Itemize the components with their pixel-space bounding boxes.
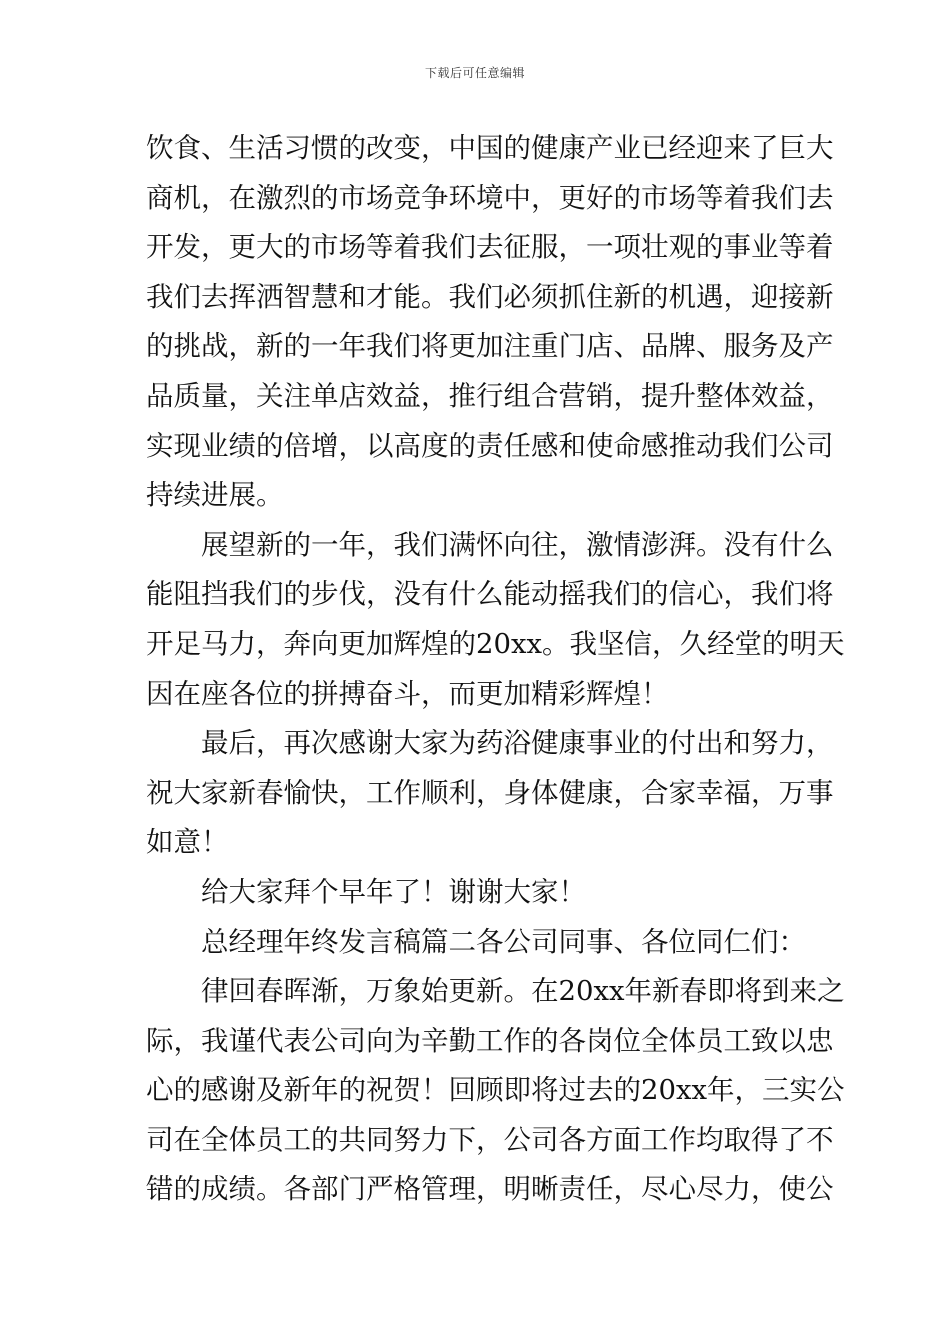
page-header: 下载后可任意编辑 <box>424 66 525 80</box>
text-line: 给大家拜个早年了！谢谢大家！ <box>201 875 586 908</box>
text-line: 开足马力，奔向更加辉煌的20xx。我坚信，久经堂的明天 <box>146 627 845 660</box>
text-line: 饮食、生活习惯的改变，中国的健康产业已经迎来了巨大 <box>146 132 834 164</box>
text-line: 司在全体员工的共同努力下，公司各方面工作均取得了不 <box>146 1123 834 1156</box>
text-line: 祝大家新春愉快，工作顺利，身体健康，合家幸福，万事 <box>146 776 834 809</box>
text-line: 如意！ <box>146 826 229 859</box>
text-line: 心的感谢及新年的祝贺！回顾即将过去的20xx年，三实公 <box>146 1074 845 1107</box>
text-line: 错的成绩。各部门严格管理，明晰责任，尽心尽力，使公 <box>146 1173 834 1206</box>
text-line: 际，我谨代表公司向为辛勤工作的各岗位全体员工致以忠 <box>146 1024 834 1057</box>
text-line: 持续进展。 <box>146 479 284 512</box>
text-line: 品质量，关注单店效益，推行组合营销，提升整体效益， <box>146 379 834 412</box>
text-line: 开发，更大的市场等着我们去征服，一项壮观的事业等着 <box>146 231 834 264</box>
text-line: 总经理年终发言稿篇二各公司同事、各位同仁们： <box>201 925 806 958</box>
text-line: 实现业绩的倍增，以高度的责任感和使命感推动我们公司 <box>146 429 834 462</box>
text-line: 因在座各位的拼搏奋斗，而更加精彩辉煌！ <box>146 677 669 710</box>
text-line: 最后，再次感谢大家为药浴健康事业的付出和努力， <box>201 727 834 760</box>
text-line: 律回春晖渐，万象始更新。在20xx年新春即将到来之 <box>201 975 845 1008</box>
document-body <box>146 124 845 1215</box>
text-line: 展望新的一年，我们满怀向往，激情澎湃。没有什么 <box>201 528 834 561</box>
text-line: 商机，在激烈的市场竞争环境中，更好的市场等着我们去 <box>146 181 834 214</box>
text-line: 我们去挥洒智慧和才能。我们必须抓住新的机遇，迎接新 <box>146 280 834 313</box>
text-line: 的挑战，新的一年我们将更加注重门店、品牌、服务及产 <box>146 330 834 363</box>
text-line: 能阻挡我们的步伐，没有什么能动摇我们的信心，我们将 <box>146 578 834 611</box>
